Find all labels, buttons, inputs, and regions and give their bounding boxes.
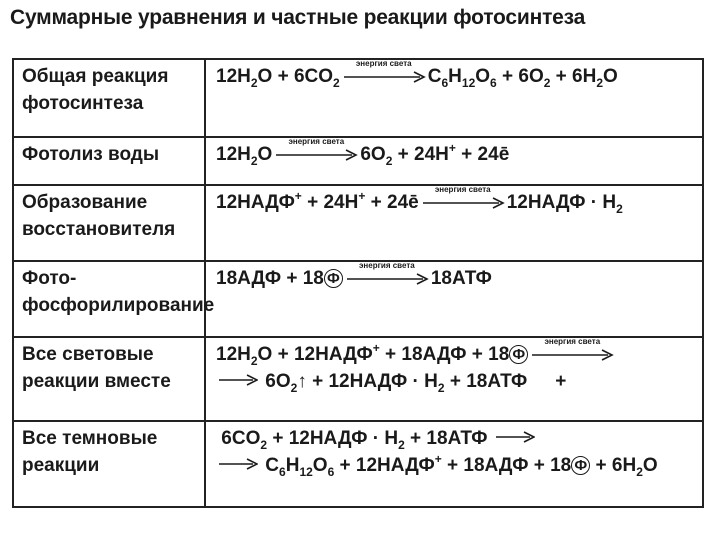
equation-cell [205,137,703,185]
phosphate-circle: Ф [571,456,590,475]
equation-line: 12НАДФ+ + 24H+ + 24ē энергия света 12НАДФ · $H_2$ [216,184,623,216]
reaction-name: Образование [22,192,148,213]
reaction-name: восстановителя [22,219,176,240]
reaction-name-cell [13,185,205,261]
phosphate-circle: Ф [509,345,528,364]
table-row [13,421,703,507]
table-row [13,137,703,185]
table-row [13,59,703,137]
light-arrow-icon [342,58,426,87]
light-arrow-icon [345,260,429,289]
arrow-icon [495,429,535,449]
equation-line: $12H_2O$ энергия света $6O_2 + 24H^+$ + 24ē [216,136,510,168]
reaction-name: реакции [22,455,100,476]
reaction-name: реакции вместе [22,371,171,392]
equation-cell [205,337,703,421]
reaction-name-cell [13,337,205,421]
equation-cell [205,59,703,137]
equation-line: 18АДФ + 18 Ф энергия света 18АТФ [216,260,492,289]
reaction-name: Все световые [22,344,154,365]
arrow-label: энергия света [355,58,412,68]
arrow-label: энергия света [544,336,601,346]
reaction-name: Фото- [22,268,77,289]
equation-line: $6O_2↑$ + 12НАДФ · $H_2 + 18АТФ$ + [216,368,698,395]
table-row [13,337,703,421]
reaction-name: Все темновые [22,428,158,449]
phosphate-circle: Ф [324,269,343,288]
equation-line: $12H_2O + 6CO_2$ энергия света $C_6H_{12}O_6 + 6O_2 + 6H_2O$ [216,58,618,90]
reaction-name-cell [13,421,205,507]
arrow-label: энергия света [359,260,415,270]
arrow-icon [218,372,258,392]
arrow-label: энергия света [434,184,491,194]
reaction-name: Общая реакция [22,66,169,87]
table-row [13,261,703,337]
reaction-name: Фотолиз воды [22,144,160,165]
equation-cell [205,421,703,507]
equation-cell [205,185,703,261]
reaction-name-cell [13,261,215,337]
reaction-name-cell [13,59,205,137]
arrow-icon [218,456,258,476]
equation-line: $C_6H_{12}O_6$ + 12НАДФ+ + 18АДФ + 18 $Ф + 6H_2O$ [216,452,698,479]
light-arrow-icon [530,336,614,365]
equation-cell [205,261,703,337]
equation-line: $12H_2O$ + 12НАДФ+ + 18АДФ + 18 Ф энергия света [216,341,698,368]
reactions-table [12,58,704,508]
equation-line: $6CO_2$ + 12НАДФ · $H_2 + 18АТФ$ [216,425,698,452]
reaction-name: фосфорилирование [22,295,215,316]
table-row [13,185,703,261]
reaction-name-cell [13,137,205,185]
reaction-name: фотосинтеза [22,93,144,114]
light-arrow-icon [421,184,505,213]
arrow-label: энергия света [288,136,345,146]
light-arrow-icon [274,136,358,165]
page-title: Суммарные уравнения и частные реакции фотосинтеза [10,6,586,29]
